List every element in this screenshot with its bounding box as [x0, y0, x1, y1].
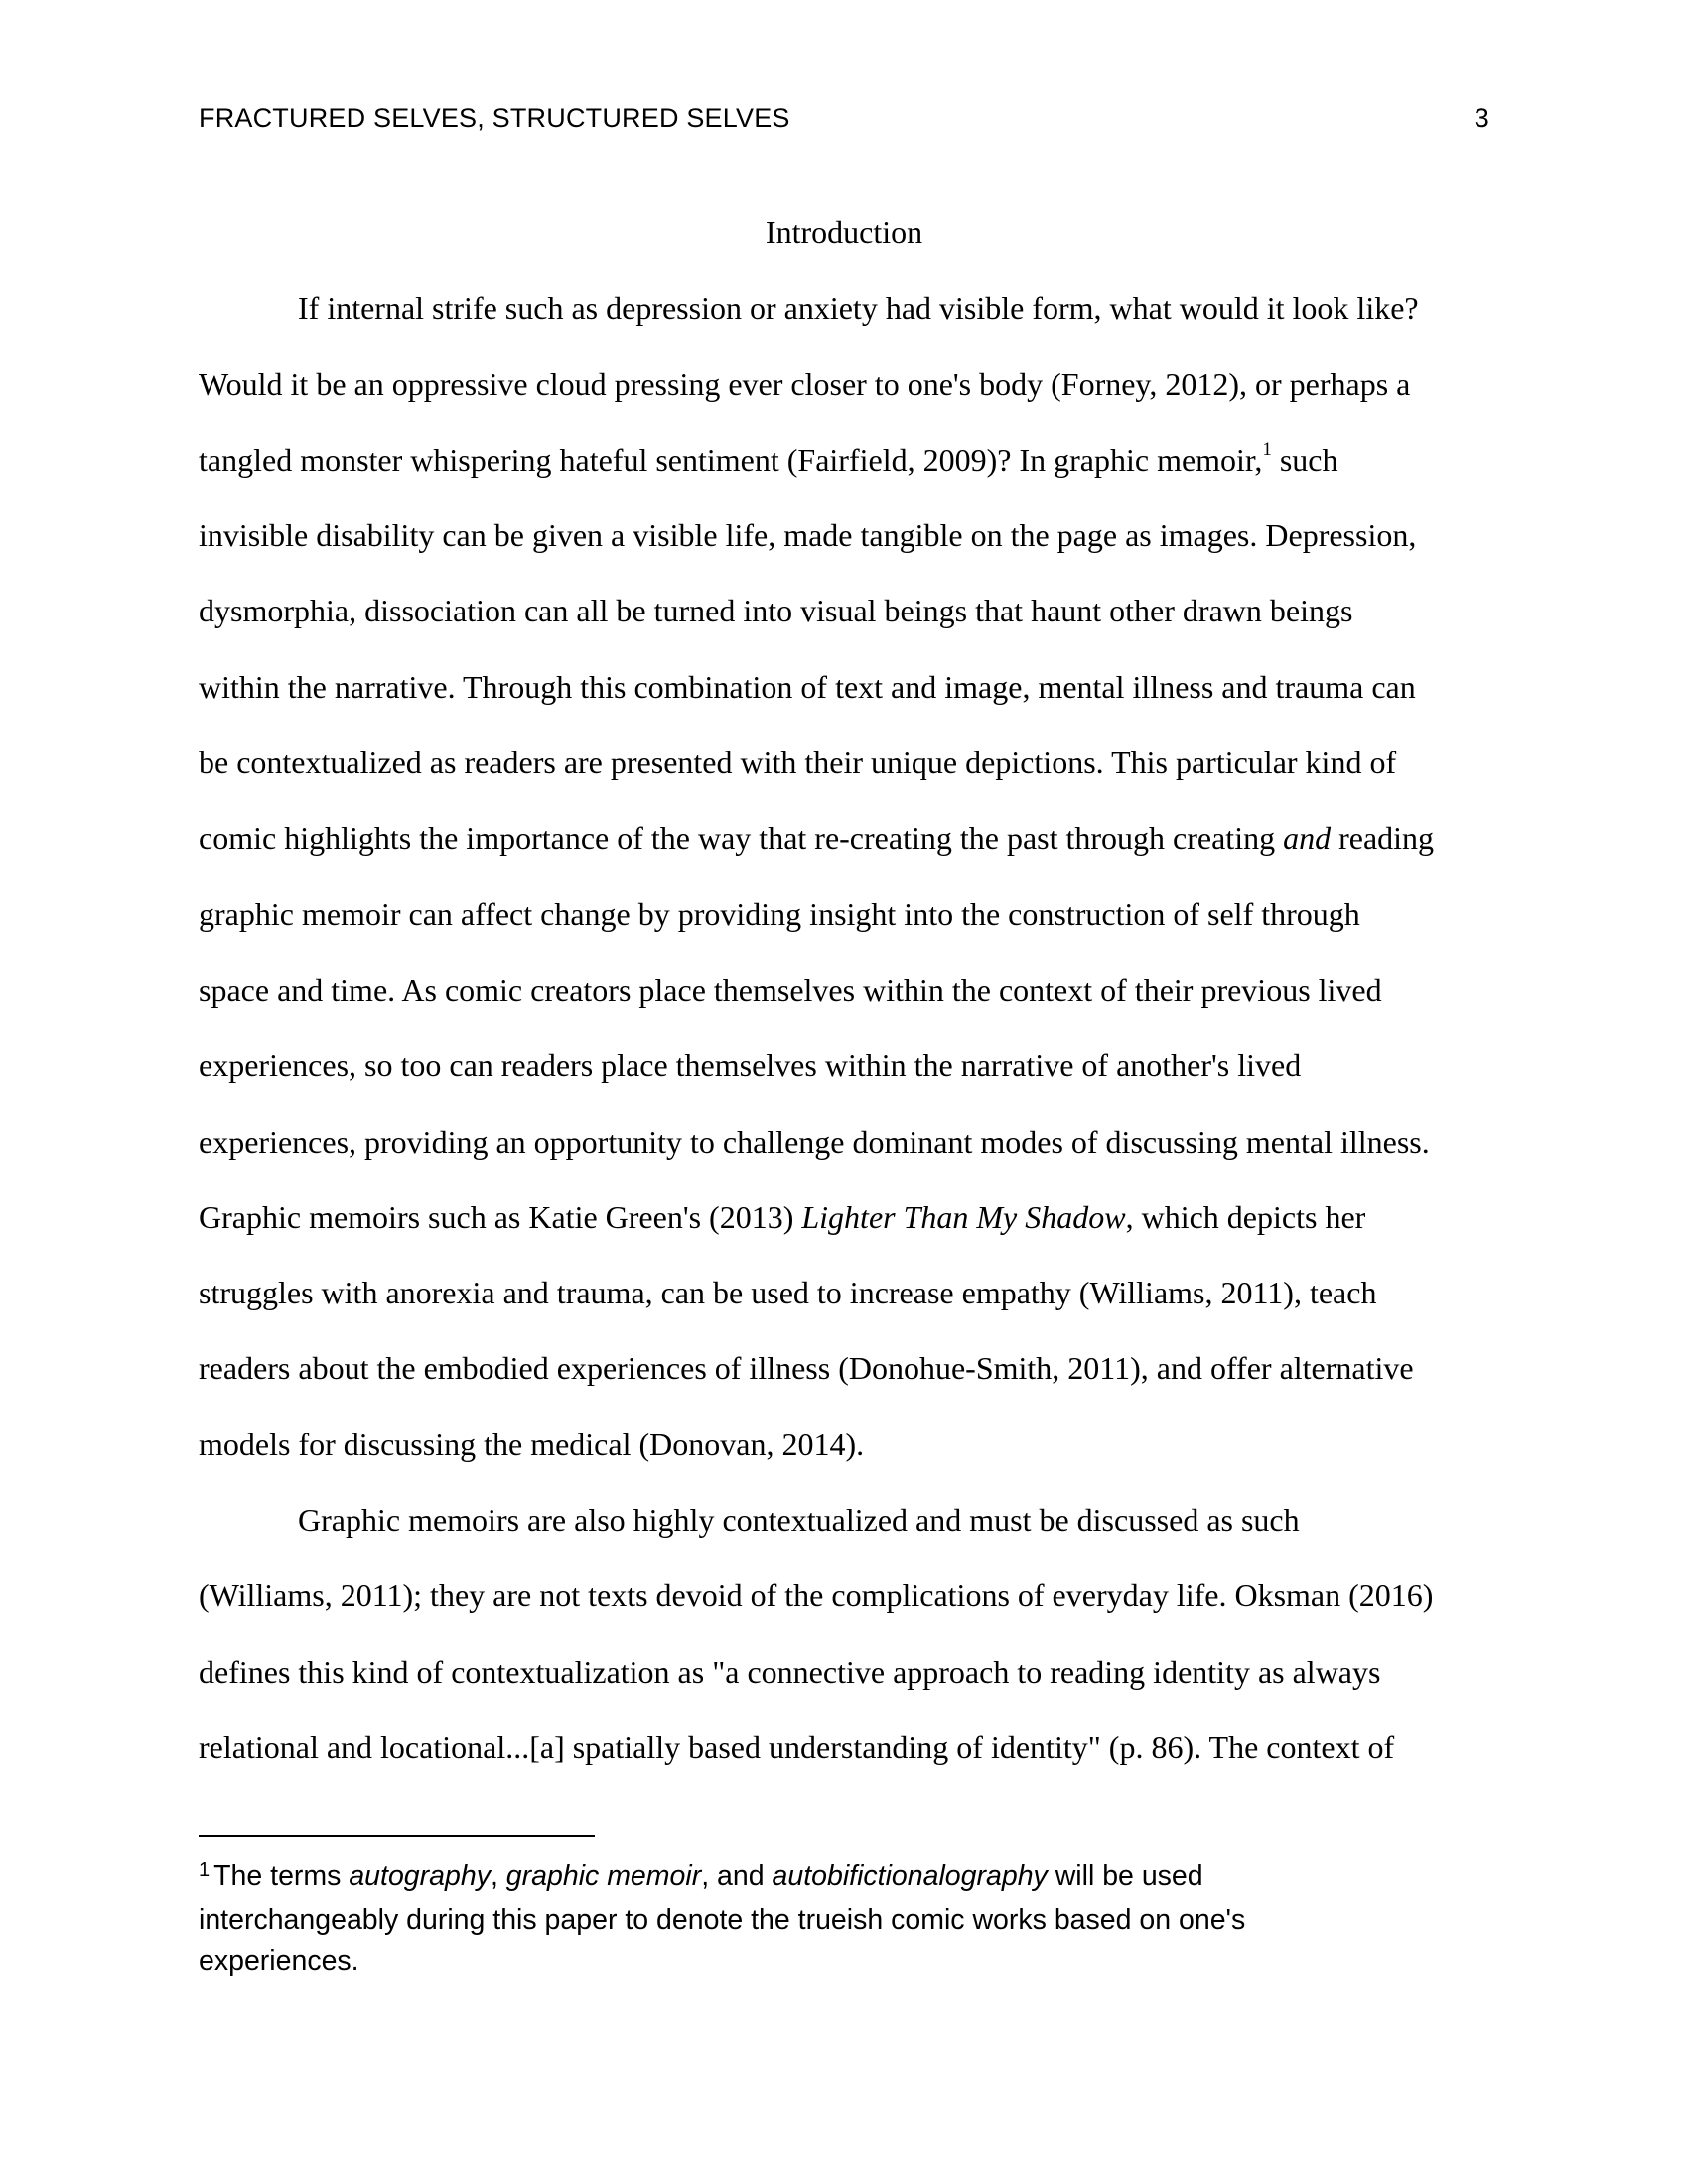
paragraph-line: within the narrative. Through this combination of text and image, mental illness and trauma can — [199, 668, 1416, 705]
book-title: Lighter Than My Shadow — [801, 1198, 1126, 1235]
body-text — [199, 195, 1489, 1785]
line-text: tangled monster whispering hateful sentiment (Fairfield, 2009)? In graphic memoir, — [199, 441, 1263, 478]
footnote-marker: 1 — [199, 1859, 211, 1881]
footnote-text: , and — [701, 1860, 773, 1892]
paragraph-line: experiences, so too can readers place themselves within the narrative of another's lived — [199, 1047, 1302, 1084]
running-head-title: FRACTURED SELVES, STRUCTURED SELVES — [199, 103, 790, 133]
footnote — [199, 1856, 1340, 1981]
page-number: 3 — [1474, 103, 1489, 133]
paragraph-line: be contextualized as readers are presented with their unique depictions. This particular kind of — [199, 745, 1397, 781]
emphasis-text: and — [1283, 820, 1332, 857]
footnote-term: autography — [349, 1860, 491, 1892]
line-text: comic highlights the importance of the way that re-creating the past through creating — [199, 820, 1284, 857]
line-text: , which depicts her — [1125, 1198, 1366, 1235]
footnote-text: will be used — [1047, 1860, 1203, 1892]
footnote-text: , — [490, 1860, 506, 1892]
paragraph-line: struggles with anorexia and trauma, can be used to increase empathy (Williams, 2011), teach — [199, 1275, 1377, 1311]
paragraph-line — [199, 1179, 1489, 1255]
paragraph-line: experiences, providing an opportunity to challenge dominant modes of discussing mental illness. — [199, 1123, 1430, 1160]
paragraph-line: If internal strife such as depression or anxiety had visible form, what would it look like? — [298, 290, 1419, 327]
paragraph-line — [199, 422, 1489, 497]
footnote-text: The terms — [213, 1860, 350, 1892]
paragraph-line: (Williams, 2011); they are not texts devoid of the complications of everyday life. Oksman (2016) — [199, 1577, 1434, 1614]
paragraph-line: graphic memoir can affect change by providing insight into the construction of self through — [199, 895, 1360, 932]
paragraph-line: relational and locational...[a] spatially based understanding of identity" (p. 86). The context of — [199, 1728, 1395, 1765]
footnote-term: autobifictionalography — [772, 1860, 1048, 1892]
footnote-line — [199, 1856, 1340, 1900]
paragraph-line: space and time. As comic creators place themselves within the context of their previous lived — [199, 971, 1382, 1008]
line-text: such — [1271, 441, 1338, 478]
footnote-line: experiences. — [199, 1945, 359, 1977]
section-heading: Introduction — [765, 214, 923, 250]
running-head — [199, 103, 1489, 143]
paragraph-line: Would it be an oppressive cloud pressing ever closer to one's body (Forney, 2012), or perhaps a — [199, 365, 1411, 402]
paragraph-line: models for discussing the medical (Donovan, 2014). — [199, 1426, 865, 1462]
footnote-line: interchangeably during this paper to denote the trueish comic works based on one's — [199, 1904, 1246, 1936]
footnote-separator — [199, 1835, 595, 1837]
footnote-term: graphic memoir — [505, 1860, 702, 1892]
paragraph-line: readers about the embodied experiences of illness (Donohue-Smith, 2011), and offer alternative — [199, 1350, 1414, 1387]
paragraph-line: dysmorphia, dissociation can all be turned into visual beings that haunt other drawn beings — [199, 593, 1353, 629]
paragraph-line: invisible disability can be given a visible life, made tangible on the page as images. Depression, — [199, 517, 1417, 554]
line-text: reading — [1331, 820, 1435, 857]
line-text: Graphic memoirs such as Katie Green's (2013) — [199, 1198, 802, 1235]
paragraph-line: defines this kind of contextualization as "a connective approach to reading identity as always — [199, 1653, 1381, 1690]
footnote-reference: 1 — [1262, 439, 1272, 461]
paragraph-line: Graphic memoirs are also highly contextualized and must be discussed as such — [298, 1502, 1300, 1539]
paragraph-line — [199, 800, 1489, 876]
